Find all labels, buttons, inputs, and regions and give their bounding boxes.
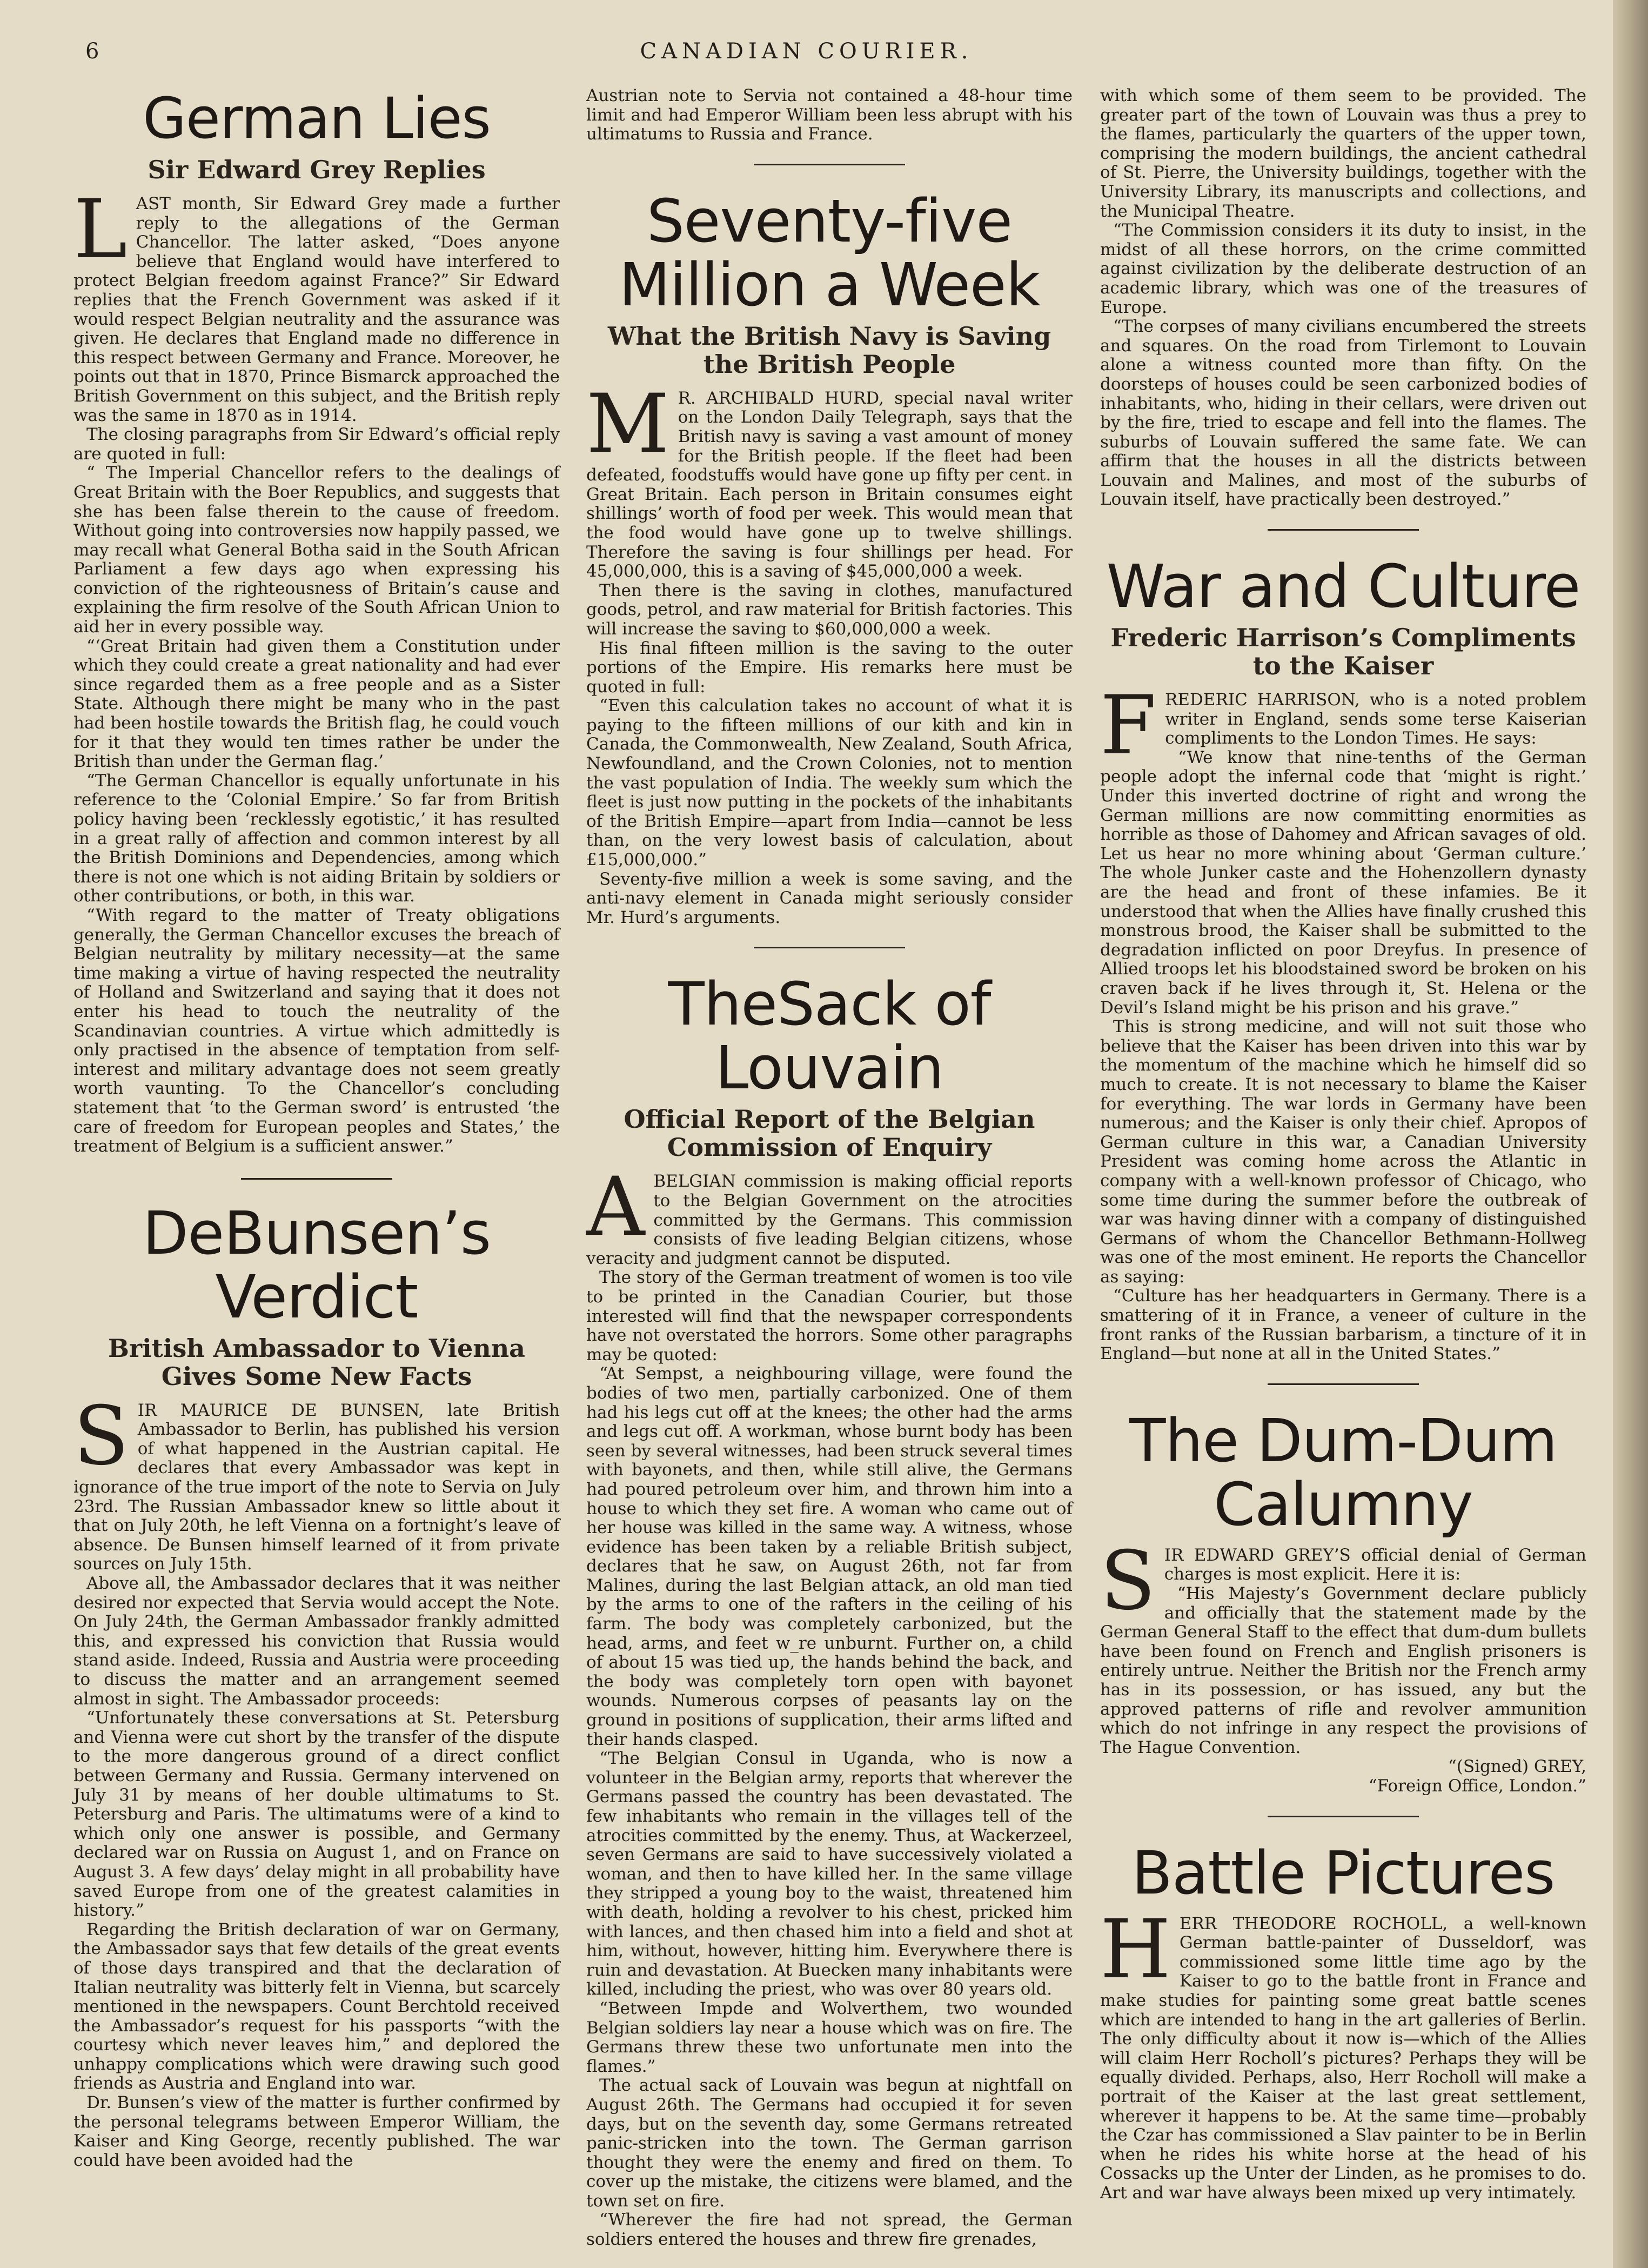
drop-cap: A xyxy=(586,1160,645,1255)
article-seventy-five-million xyxy=(586,186,1073,928)
article-paragraph: “At Sempst, a neighbouring village, were found the bodies of two men, partially carbonized. One of them had his legs cut off at the knees; the other had the arms and legs cut off. A workman, whose burnt body has been seen by several witnesses, had been struck several times with bayonets, and then, while still alive, the Germans had poured petroleum over him, and thrown him into a house to which they set fire. A woman who came out of her house was killed in the same way. A witness, whose evidence has been taken by a reliable British subject, declares that he saw, on August 26th, not far from Malines, during the last Belgian attack, an old man tied by the arms to one of the rafters in the ceiling of his farm. The body was completely carbonized, but the head, arms, and feet w_re unburnt. Further on, a child of about 15 was tied up, the hands behind the back, and the body was completely torn open with bayonet wounds. Numerous corpses of peasants lay on the ground in positions of supplication, their arms lifted and their hands clasped. xyxy=(586,1364,1073,1749)
article-de-bunsen xyxy=(73,1198,560,2171)
article-subtitle: Frederic Harrison’s Compliments to the Kaiser xyxy=(1110,623,1576,681)
section-divider xyxy=(241,1178,392,1180)
article-paragraph: Austrian note to Servia not contained a 48-hour time limit and had Emperor William been less abrupt with his ultimatums to Russia and France. xyxy=(586,86,1073,144)
article-body xyxy=(1100,1902,1586,2203)
article-paragraph: Dr. Bunsen’s view of the matter is further confirmed by the personal telegrams between Emperor William, the Kaiser and King George, recently published. The war could have been avoided had the xyxy=(73,2093,560,2170)
section-divider xyxy=(1268,529,1419,531)
signature-line: “(Signed) GREY, xyxy=(1448,1757,1586,1777)
article-title: TheSack of Louvain xyxy=(668,969,991,1103)
article-paragraph: “The corpses of many civilians encumbered the streets and squares. On the road from Tirlemont to Louvain alone a witness counted more than fifty. On the doorsteps of houses could be seen carbonized bodies of inhabitants, who, hiding in their cellars, were driven out by the fire, tried to escape and fell into the flames. The suburbs of Louvain suffered the same fate. We can affirm that the houses in all the districts between Louvain and Malines, and most of the suburbs of Louvain itself, have practically been destroyed.” xyxy=(1100,317,1586,510)
article-war-and-culture xyxy=(1100,554,1586,1364)
article-dum-dum xyxy=(1100,1406,1586,1796)
article-sack-of-louvain xyxy=(586,969,1073,2250)
article-paragraph: This is strong medicine, and will not suit those who believe that the Kaiser has been driven into this war by the momentum of the machine which he himself did so much to create. It is not necessary to blame the Kaiser for everything. The war lords in Germany have been numerous; and the Kaiser is only their chief. Apropos of German culture in this war, a Canadian University President was coming home across the Atlantic in company with a well-known professor of Chicago, who some time during the summer before the outbreak of war was having dinner with a company of distinguished Germans of whom the Chancellor Bethmann-Hollweg was one of the most eminent. He reports the Chancellor as saying: xyxy=(1100,1017,1586,1287)
article-battle-pictures xyxy=(1100,1838,1586,2203)
article-paragraph: “Wherever the fire had not spread, the German soldiers entered the houses and threw fire grenades, xyxy=(586,2210,1073,2250)
article-subtitle: What the British Navy is Saving the British People xyxy=(607,321,1051,379)
article-body xyxy=(586,377,1073,928)
article-title: The Dum-Dum Calumny xyxy=(1129,1406,1557,1539)
article-paragraph: Then there is the saving in clothes, manufactured goods, petrol, and raw material for British factories. This will increase the saving to $60,000,000 a week. xyxy=(586,580,1073,639)
column-1 xyxy=(73,86,560,2170)
article-paragraph: SIR MAURICE DE BUNSEN, late British Ambassador to Berlin, has published his version of what happened in the Austrian capital. He declares that every Ambassador was kept in ignorance of the true import of the note to Servia on July 23rd. The Russian Ambassador knew so little about it that on July 20th, he left Vienna on a fortnight’s leave of absence. De Bunsen himself learned of it from private sources on July 15th. xyxy=(73,1389,560,1574)
article-paragraph: “His Majesty’s Government declare publicly and officially that the statement made by the German General Staff to the effect that dum-dum bullets have been found on French and English prisoners is entirely untrue. Neither the British nor the French army has in its possession, or has issued, any but the approved patterns of rifle and revolver ammunition which do not infringe in any respect the provisions of The Hague Convention. xyxy=(1100,1584,1586,1757)
drop-cap: S xyxy=(73,1389,129,1483)
article-title: DeBunsen’s Verdict xyxy=(142,1198,491,1332)
article-body xyxy=(1100,679,1586,1364)
article-paragraph: HERR THEODORE ROCHOLL, a well-known German battle-painter of Dusseldorf, was commissioned some little time ago by the Kaiser to go to the battle front in France and make studies for painting some great battle scenes which are intended to hang in the art galleries of Berlin. The only difficulty about it now is—which of the Allies will claim Herr Rocholl’s pictures? Perhaps they will be equally divided. Perhaps, also, Herr Rocholl will make a portrait of the Kaiser at the last great settlement, wherever it happens to be. At the same time—probably the Czar has commissioned a Slav painter to be in Berlin when he rides his white horse at the head of his Cossacks up the Unter der Linden, as he promises to do. Art and war have always been mixed up very intimately. xyxy=(1100,1902,1586,2203)
article-paragraph: M R. ARCHIBALD HURD, special naval writer on the London Daily Telegraph, says that the British navy is saving a vast amount of money for the British people. If the fleet had been defeated, foodstuffs would have gone up fifty per cent. in Great Britain. Each person in Britain consumes eight shillings’ worth of food per week. This would mean that the food would have gone up to twelve shillings. Therefore the saving is four shillings per head. For 45,000,000, this is a saving of $45,000,000 a week. xyxy=(586,377,1073,581)
article-paragraph: LAST month, Sir Edward Grey made a further reply to the allegations of the German Chancellor. The latter asked, “Does anyone believe that England would have interfered to protect Belgian freedom against France?” Sir Edward replies that the French Government was asked if it would respect Belgian neutrality and the assurance was given. He declares that England made no difference in this respect between Germany and France. Moreover, he points out that in 1870, Prince Bismarck approached the British Government on this subject, and the British reply was the same in 1870 as in 1914. xyxy=(73,183,560,425)
article-paragraph: “Between Impde and Wolverthem, two wounded Belgian soldiers lay near a house which was on fire. The Germans threw these two unfortunate men into the flames.” xyxy=(586,1998,1073,2076)
article-title: German Lies xyxy=(143,85,491,151)
article-paragraph: SIR EDWARD GREY’S official denial of German charges is most explicit. Here it is: xyxy=(1100,1534,1586,1628)
article-body xyxy=(1100,1534,1586,1796)
article-paragraph: The story of the German treatment of women is too vile to be printed in the Canadian Courier, but those interested will find that the newspaper correspondents have not overstated the horrors. Some other paragraphs may be quoted: xyxy=(586,1268,1073,1364)
article-subtitle: Official Report of the Belgian Commission of Enquiry xyxy=(624,1105,1035,1162)
column-3 xyxy=(1100,86,1586,2203)
article-subtitle: British Ambassador to Vienna Gives Some New Facts xyxy=(108,1333,525,1391)
page-header xyxy=(0,39,1613,71)
running-title: CANADIAN COURIER. xyxy=(640,39,973,64)
article-paragraph: “Unfortunately these conversations at St. Petersburg and Vienna were cut short by the transfer of the dispute to the more dangerous ground of a direct conflict between Germany and Russia. Germany intervened on July 31 by means of her double ultimatums to St. Petersburg and Paris. The ultimatums were of a kind to which only one answer is possible, and Germany declared war on Russia on August 1, and on France on August 3. A few days’ delay might in all probability have saved Europe from one of the greatest calamities in history.” xyxy=(73,1708,560,1921)
column-2 xyxy=(586,86,1073,2250)
article-continuation xyxy=(1100,86,1586,510)
section-divider xyxy=(1268,1816,1419,1817)
article-paragraph: The closing paragraphs from Sir Edward’s official reply are quoted in full: xyxy=(73,425,560,464)
article-german-lies xyxy=(73,86,560,1156)
book-binding-edge xyxy=(1613,0,1648,2268)
section-divider xyxy=(754,947,905,948)
article-title: Seventy-five Million a Week xyxy=(619,186,1040,319)
section-divider xyxy=(1268,1383,1419,1385)
article-body xyxy=(586,1160,1073,2250)
article-paragraph: “The German Chancellor is equally unfortunate in his reference to the ‘Colonial Empire.’ So far from British policy having been ‘recklessly egotistic,’ it has resulted in a great rally of affection and common interest by all the British Dominions and Dependencies, among which there is not one which is not aiding Britain by soldiers or other contributions, or both, in this war. xyxy=(73,771,560,906)
article-paragraph: “With regard to the matter of Treaty obligations generally, the German Chancellor excuses the breach of Belgian neutrality by military necessity—at the same time making a virtue of having respected the neutrality of Holland and Switzerland and saying that it does not enter his head to touch the neutrality of the Scandinavian countries. A virtue which admittedly is only practised in the absence of temptation from self-interest and military advantage does not seem greatly worth vaunting. To the Chancellor’s concluding statement that ‘to the German sword’ is entrusted ‘the care of freedom for European peoples and States,’ the treatment of Belgium is a sufficient answer.” xyxy=(73,905,560,1156)
article-paragraph: “‘Great Britain had given them a Constitution under which they could create a great nationality and had ever since regarded them as a free people and as a Sister State. Although there might be many who in the past had been hostile towards the British flag, he could vouch for it that they would ten times rather be under the British than under the German flag.’ xyxy=(73,636,560,772)
drop-cap: L xyxy=(73,183,128,277)
article-continuation xyxy=(586,86,1073,144)
article-paragraph: Above all, the Ambassador declares that it was neither desired nor expected that Servia would accept the Note. On July 24th, the German Ambassador frankly admitted this, and expressed his conviction that Russia would stand aside. Indeed, Russia and Austria were proceeding to discuss the matter and an arrangement seemed almost in sight. The Ambassador proceeds: xyxy=(73,1574,560,1709)
article-title: Battle Pictures xyxy=(1131,1838,1555,1908)
article-paragraph: The actual sack of Louvain was begun at nightfall on August 26th. The Germans had occupied it for seven days, but on the seventh day, some Germans retreated panic-stricken into the town. The German garrison thought they were the enemy and fired on them. To cover up the mistake, the citizens were blamed, and the town set on fire. xyxy=(586,2076,1073,2211)
article-paragraph: FREDERIC HARRISON, who is a noted problem writer in England, sends some terse Kaiserian compliments to the London Times. He says: xyxy=(1100,679,1586,773)
drop-cap: H xyxy=(1100,1902,1171,1997)
article-title: War and Culture xyxy=(1106,552,1580,621)
article-paragraph: Seventy-five million a week is some saving, and the anti-navy element in Canada might seriously consider Mr. Hurd’s arguments. xyxy=(586,869,1073,927)
article-paragraph: ABELGIAN commission is making official reports to the Belgian Government on the atrocities committed by the Germans. This commission consists of five leading Belgian citizens, whose veracity and judgment cannot be disputed. xyxy=(586,1160,1073,1268)
drop-cap: M xyxy=(586,377,669,471)
article-paragraph: “Culture has her headquarters in Germany. There is a smattering of it in France, a veneer of culture in the front ranks of the Russian barbarism, a tincture of it in England—but none at all in the United States.” xyxy=(1100,1286,1586,1364)
article-body xyxy=(73,183,560,1156)
drop-cap: F xyxy=(1100,679,1157,773)
signature-line: “Foreign Office, London.” xyxy=(1368,1776,1586,1796)
article-paragraph: “The Belgian Consul in Uganda, who is now a volunteer in the Belgian army, reports that wherever the Germans passed the country has been devastated. The few inhabitants who remain in the villages tell of the atrocities committed by the enemy. Thus, at Wackerzeel, seven Germans are said to have successively violated a woman, and then to have killed her. In the same village they stripped a young boy to the waist, threatened him with death, holding a revolver to his chest, pricked him with lances, and then chased him into a field and shot at him, without, however, hitting him. Everywhere there is ruin and devastation. At Buecken many inhabitants were killed, including the priest, who was over 80 years old. xyxy=(586,1749,1073,1999)
article-body xyxy=(73,1389,560,2171)
article-paragraph: His final fifteen million is the saving to the outer portions of the Empire. His remarks here must be quoted in full: xyxy=(586,638,1073,697)
article-paragraph: “We know that nine-tenths of the German people adopt the infernal code that ‘might is right.’ Under this inverted doctrine of right and wrong the German millions are now committing enormities as horrible as those of Dahomey and African savages of old. Let us hear no more whining about ‘German culture.’ The whole Junker caste and the Hohenzollern dynasty are the head and front of these infamies. Be it understood that when the Allies have finally crushed this monstrous brood, the Kaiser shall be submitted to the degradation inflicted on poor Dreyfus. In presence of Allied troops let his bloodstained sword be broken on his craven back if he lives through it, St. Helena or the Devil’s Island might be his prison and his grave.” xyxy=(1100,747,1586,1018)
article-paragraph: with which some of them seem to be provided. The greater part of the town of Louvain was thus a prey to the flames, particularly the quarters of the upper town, comprising the modern buildings, the ancient cathedral of St. Pierre, the University buildings, together with the University Library, its manuscripts and collections, and the Municipal Theatre. xyxy=(1100,86,1586,221)
article-subtitle: Sir Edward Grey Replies xyxy=(148,155,486,184)
article-paragraph: “The Commission considers it its duty to insist, in the midst of all these horrors, on the crime committed against civilization by the deliberate destruction of an academic library, which was one of the treasures of Europe. xyxy=(1100,220,1586,317)
article-paragraph: “ The Imperial Chancellor refers to the dealings of Great Britain with the Boer Republics, and suggests that she has been false therein to the cause of freedom. Without going into controversies now happily passed, we may recall what General Botha said in the South African Parliament a few days ago when expressing his conviction of the righteousness of Britain’s cause and explaining the firm resolve of the South African Union to aid her in every possible way. xyxy=(73,463,560,637)
section-divider xyxy=(754,164,905,165)
article-paragraph: “Even this calculation takes no account of what it is paying to the fifteen millions of our kith and kin in Canada, the Commonwealth, New Zealand, South Africa, Newfoundland, and the Crown Colonies, not to mention the vast population of India. The weekly sum which the fleet is just now putting in the pockets of the inhabitants of the British Empire—apart from India—cannot be less than, on the very lowest basis of calculation, about £15,000,000.” xyxy=(586,696,1073,870)
drop-cap: S xyxy=(1100,1534,1156,1628)
page-number: 6 xyxy=(85,39,99,64)
article-paragraph: Regarding the British declaration of war on Germany, the Ambassador says that few details of the great events of those days transpired and that the declaration of Italian neutrality was bitterly felt in Vienna, but scarcely mentioned in the newspapers. Count Berchtold received the Ambassador’s request for his passports “with the courtesy which never leaves him,” and deplored the unhappy complications which were drawing such good friends as Austria and England into war. xyxy=(73,1919,560,2093)
